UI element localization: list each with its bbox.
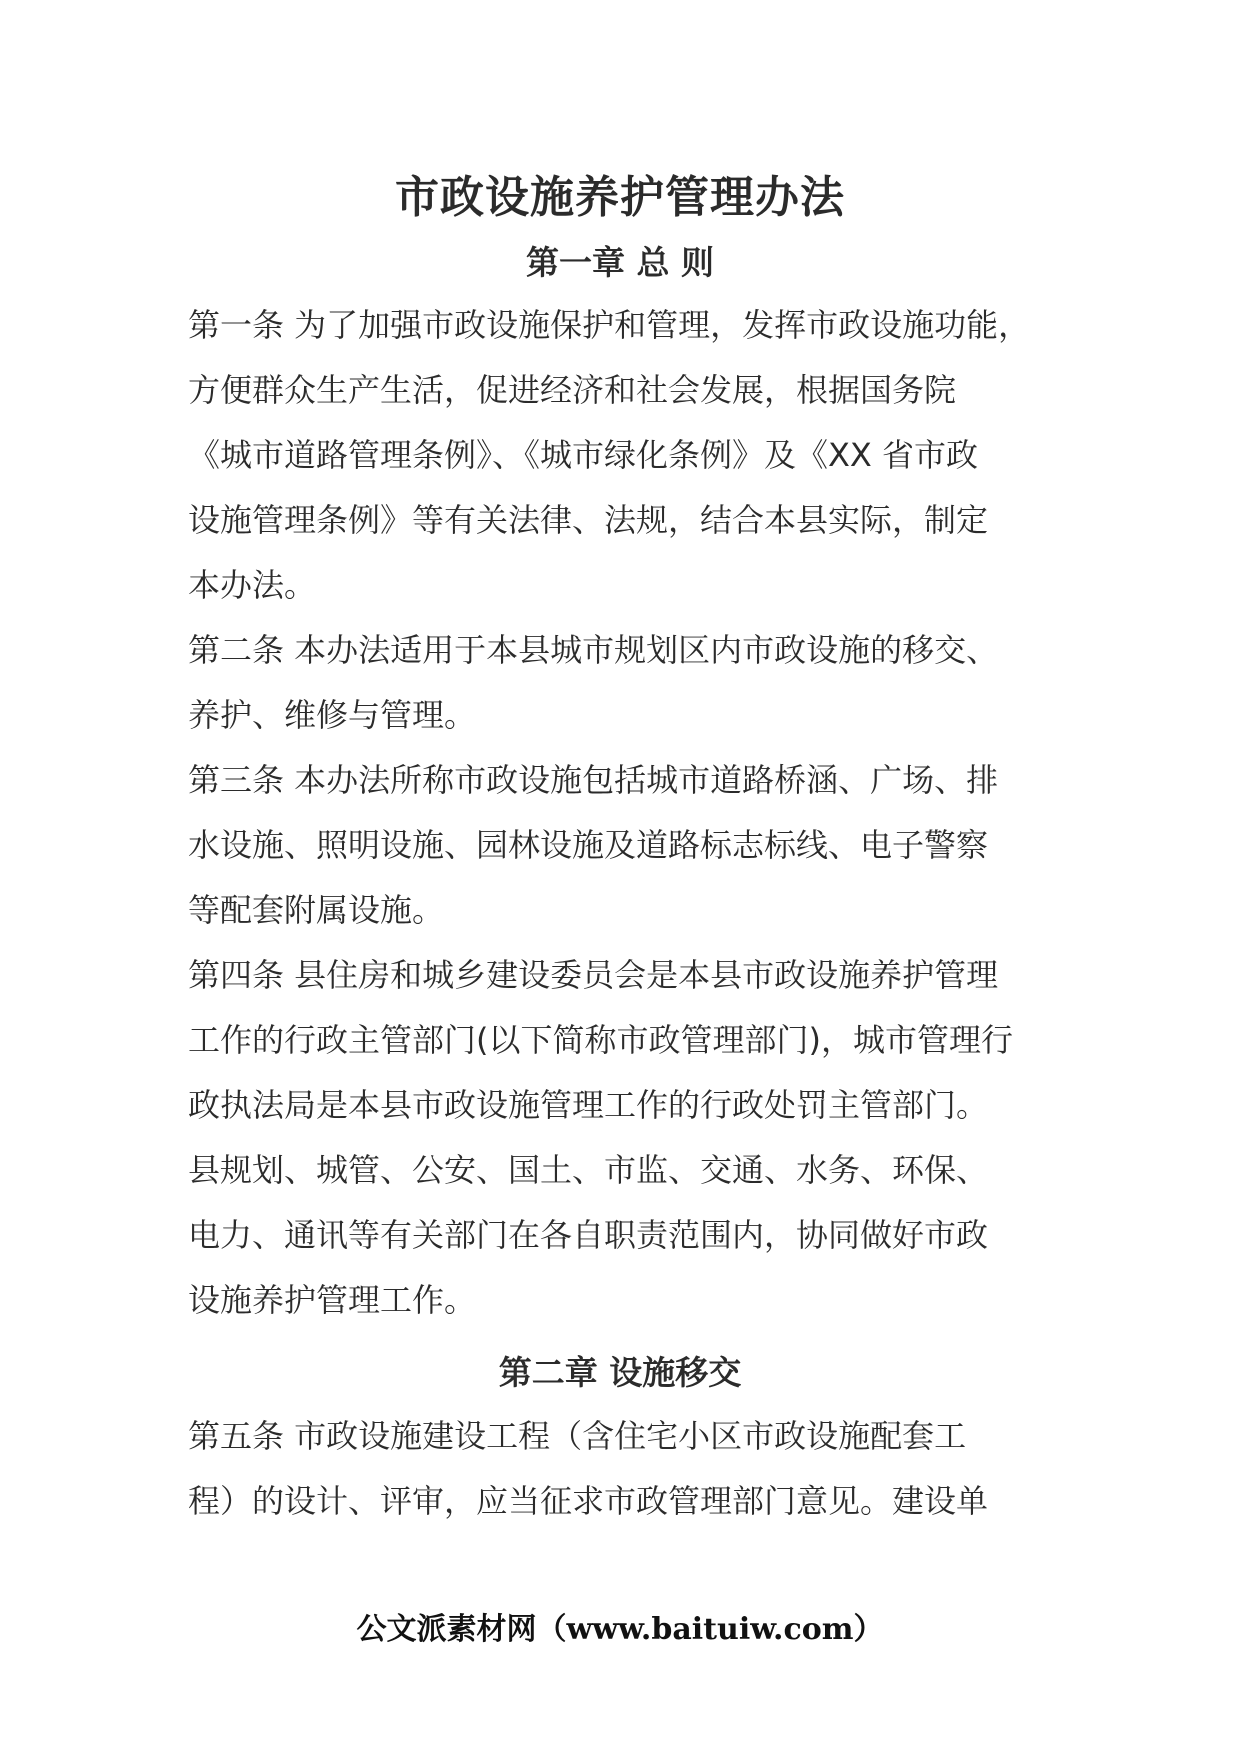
body-line: 第四条 县住房和城乡建设委员会是本县市政设施养护管理: [188, 956, 999, 994]
chapter-heading-1: 第一章 总 则: [526, 243, 714, 282]
body-line: 本办法。: [188, 566, 317, 604]
body-line: 水设施、照明设施、园林设施及道路标志标线、电子警察: [188, 826, 989, 864]
body-line: 电力、通讯等有关部门在各自职责范围内，协同做好市政: [188, 1216, 989, 1254]
body-line: 方便群众生产生活，促进经济和社会发展，根据国务院: [188, 371, 957, 409]
body-line: 《城市道路管理条例》、《城市绿化条例》及《XX 省市政: [188, 436, 979, 474]
body-line: 第五条 市政设施建设工程（含住宅小区市政设施配套工: [188, 1417, 967, 1455]
body-line: 第二条 本办法适用于本县城市规划区内市政设施的移交、: [188, 631, 999, 669]
document-title: 市政设施养护管理办法: [395, 172, 845, 223]
chapter-1-body: [188, 293, 1068, 1333]
body-line: 县规划、城管、公安、国土、市监、交通、水务、环保、: [188, 1151, 989, 1189]
body-line: 养护、维修与管理。: [188, 696, 477, 734]
body-line: 工作的行政主管部门(以下简称市政管理部门)，城市管理行: [188, 1021, 1013, 1059]
body-line: 第三条 本办法所称市政设施包括城市道路桥涵、广场、排: [188, 761, 999, 799]
body-line: 程）的设计、评审，应当征求市政管理部门意见。建设单: [188, 1482, 989, 1520]
footer-watermark-text: 公文派素材网（www.baituiw.com）: [356, 1612, 884, 1647]
body-line: 设施养护管理工作。: [188, 1281, 477, 1319]
body-line: 等配套附属设施。: [188, 891, 445, 929]
chapter-heading-2: 第二章 设施移交: [498, 1353, 742, 1392]
body-line: 设施管理条例》等有关法律、法规，结合本县实际，制定: [188, 501, 989, 539]
body-line: 第一条 为了加强市政设施保护和管理，发挥市政设施功能，: [188, 306, 1031, 344]
chapter-2-body: [188, 1404, 1068, 1534]
body-line: 政执法局是本县市政设施管理工作的行政处罚主管部门。: [188, 1086, 989, 1124]
